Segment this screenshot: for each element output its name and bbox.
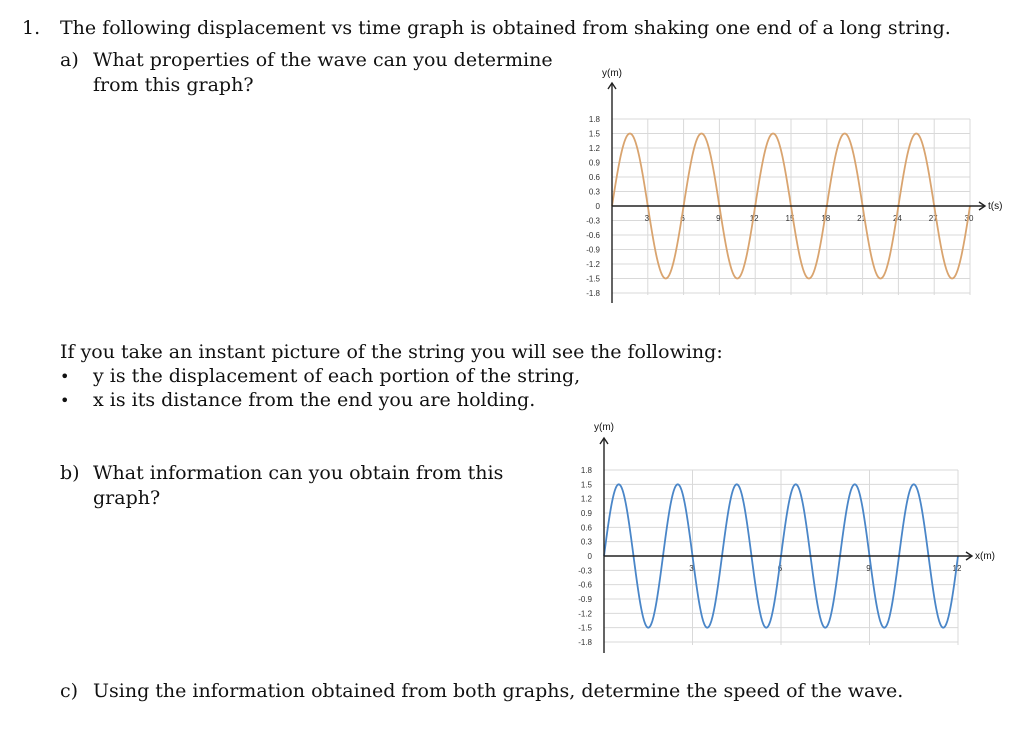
y-tick-label: 1.2 [580, 494, 592, 504]
question-number: 1. [22, 17, 41, 39]
x-tick-label: 3 [644, 214, 650, 223]
y-tick-label: -1.2 [586, 260, 600, 269]
y-tick-label: -0.9 [586, 245, 600, 255]
y-tick-label: 1.5 [588, 129, 600, 139]
bullet-marker: • [60, 391, 70, 410]
y-tick-label: 1.8 [580, 466, 592, 475]
y-tick-label: -0.9 [578, 595, 592, 604]
x-axis-label: t(s) [988, 201, 1003, 212]
part-a-label: a) [60, 49, 79, 71]
y-tick-label: 0.6 [580, 523, 592, 533]
bullet-text-y: y is the displacement of each portion of the string, [93, 365, 581, 387]
bullet-marker: • [60, 367, 70, 386]
y-tick-label: 1.2 [588, 144, 600, 153]
part-b-text-line2: graph? [93, 487, 161, 509]
x-tick-label: 15 [785, 214, 795, 223]
y-tick-label: -0.6 [578, 580, 592, 590]
x-axis-label: x(m) [975, 551, 995, 562]
y-tick-label: 0.6 [588, 173, 600, 182]
x-tick-label: 3 [689, 564, 694, 573]
y-tick-label: 0.9 [588, 158, 600, 168]
part-a-text-line2: from this graph? [93, 74, 254, 96]
part-b-label: b) [60, 462, 80, 484]
x-tick-label: 18 [821, 214, 831, 223]
y-tick-label: 0 [587, 552, 592, 561]
x-tick-label: 9 [866, 564, 871, 573]
y-axis-label: y(m) [602, 68, 622, 79]
x-tick-label: 6 [680, 214, 685, 223]
part-b-text-line1: What information can you obtain from this [93, 462, 504, 484]
y-tick-label: -1.5 [578, 623, 592, 633]
y-tick-label: -0.3 [578, 566, 592, 576]
y-tick-label: 0.3 [580, 537, 592, 547]
y-tick-label: -0.3 [586, 216, 600, 226]
question-intro: The following displacement vs time graph is obtained from shaking one end of a long string. [60, 17, 951, 39]
y-tick-label: -1.8 [586, 289, 600, 298]
part-c-text: Using the information obtained from both graphs, determine the speed of the wave. [93, 680, 904, 702]
x-tick-label: 6 [777, 564, 783, 573]
x-tick-label: 12 [749, 214, 759, 223]
y-tick-label: 0.3 [588, 187, 600, 197]
x-tick-label: 9 [716, 214, 721, 223]
part-a-text-line1: What properties of the wave can you determine [93, 49, 553, 71]
x-tick-label: 21 [857, 214, 867, 223]
y-tick-label: -1.5 [586, 274, 600, 284]
x-tick-label: 24 [892, 214, 902, 223]
x-tick-label: 12 [952, 564, 962, 573]
y-tick-label: -0.6 [586, 231, 600, 240]
x-tick-label: 27 [928, 214, 938, 223]
instant-picture-heading: If you take an instant picture of the string you will see the following: [60, 341, 723, 363]
bullet-text-x: x is its distance from the end you are holding. [93, 389, 536, 411]
part-c-label: c) [60, 680, 79, 702]
y-tick-label: -1.2 [578, 609, 592, 619]
y-tick-label: 0 [595, 202, 600, 211]
y-axis-label: y(m) [594, 422, 614, 433]
y-tick-label: -1.8 [578, 638, 592, 647]
y-tick-label: 1.5 [580, 480, 592, 490]
x-tick-label: 30 [964, 214, 974, 223]
y-tick-label: 1.8 [588, 115, 600, 124]
y-tick-label: 0.9 [580, 509, 592, 518]
